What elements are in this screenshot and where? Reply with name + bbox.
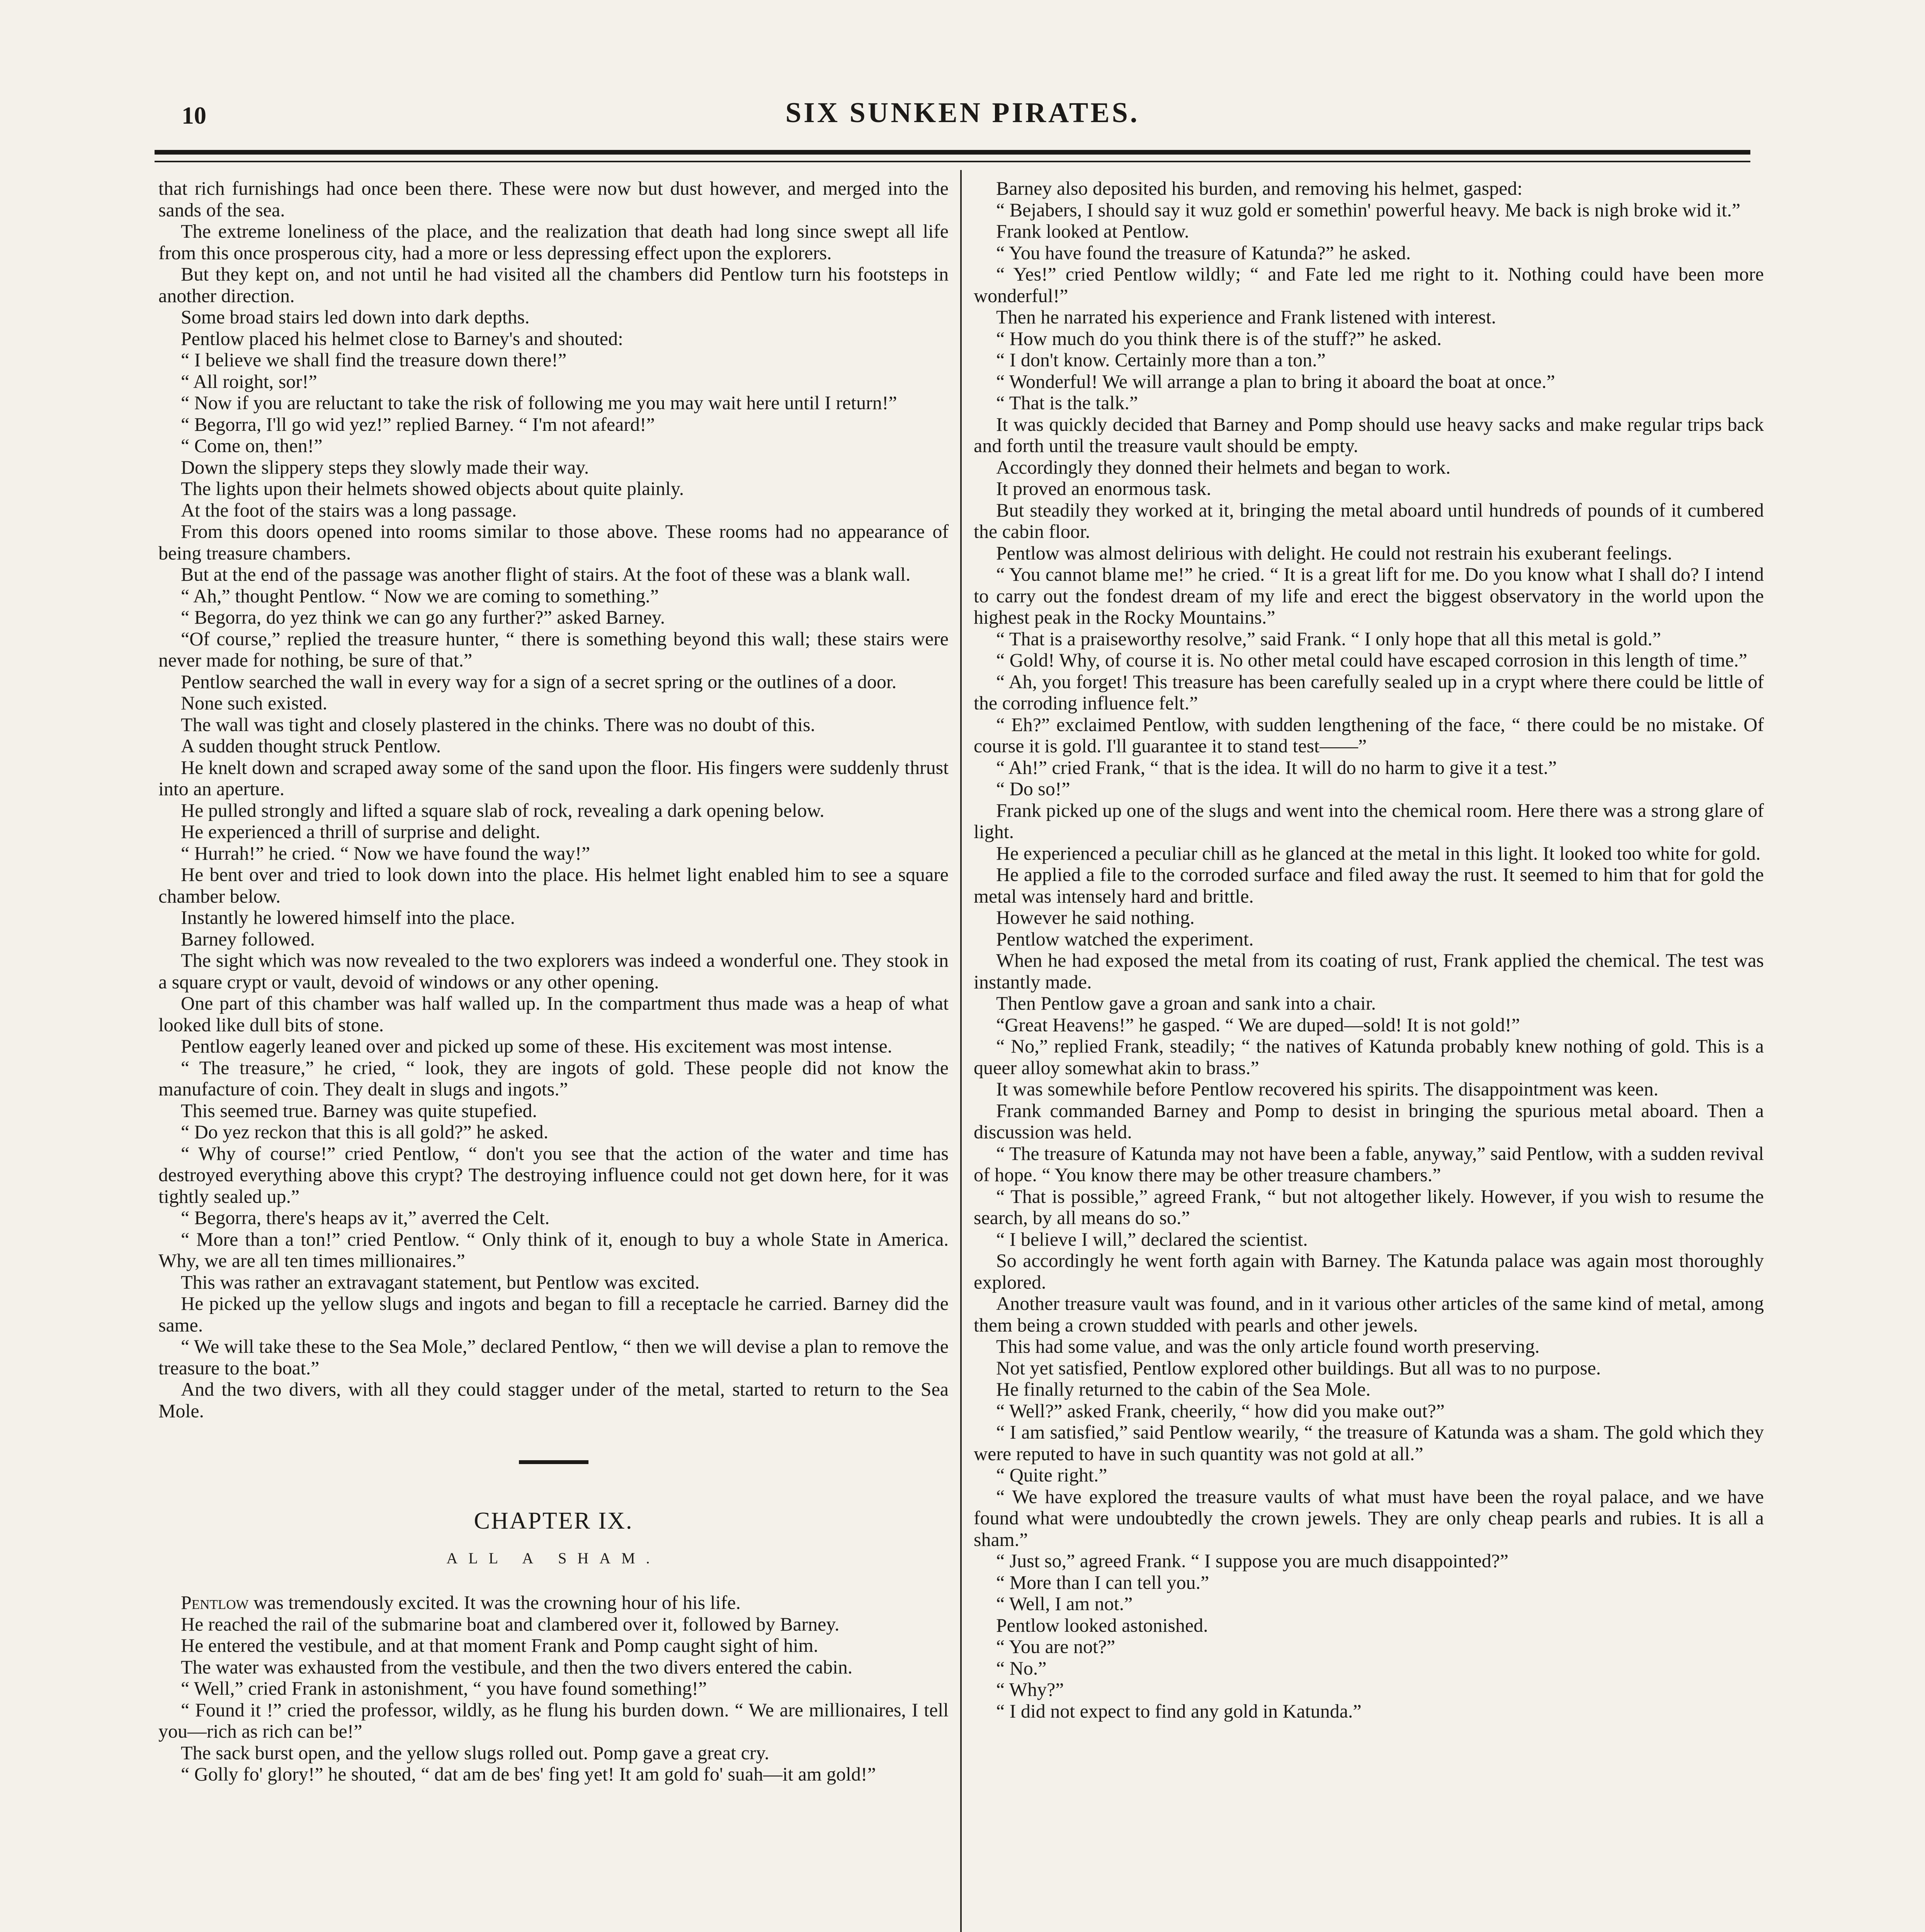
left-column <box>158 178 949 1785</box>
paragraph: None such existed. <box>181 692 328 714</box>
column-divider <box>960 170 962 1932</box>
paragraph: “ Just so,” agreed Frank. “ I suppose you are much disappointed?” <box>996 1550 1509 1571</box>
paragraph: From this doors opened into rooms similar to those above. These rooms had no appearance of being treasure chambers. <box>158 520 949 564</box>
running-title: SIX SUNKEN PIRATES. <box>785 97 1140 129</box>
paragraph: “ That is a praiseworthy resolve,” said Frank. “ I only hope that all this metal is gold.” <box>996 628 1661 650</box>
header-rule-thin <box>155 161 1750 162</box>
paragraph: “ You cannot blame me!” he cried. “ It is a great lift for me. Do you know what I shall do? I intend to carry out the fondest dream of my life and erect the biggest observatory in the world upon the highest peak in the Rocky Mountains.” <box>974 563 1764 628</box>
paragraph: This was rather an extravagant statement, but Pentlow was excited. <box>181 1271 700 1293</box>
paragraph: Frank looked at Pentlow. <box>996 220 1189 242</box>
page-number: 10 <box>182 102 206 129</box>
paragraph: He reached the rail of the submarine boat and clambered over it, followed by Barney. <box>181 1613 840 1635</box>
chapter-opening-paragraph <box>158 1592 949 1614</box>
paragraph: He applied a file to the corroded surface and filed away the rust. It seemed to him that for gold the metal was intensely hard and brittle. <box>974 864 1764 907</box>
paragraph: “ Bejabers, I should say it wuz gold er somethin' powerful heavy. Me back is nigh broke wid it.” <box>996 199 1741 221</box>
paragraph: “ Well?” asked Frank, cheerily, “ how did you make out?” <box>996 1400 1445 1422</box>
paragraph: Pentlow watched the experiment. <box>996 928 1254 950</box>
paragraph: The sight which was now revealed to the two explorers was indeed a wonderful one. They stook in a square crypt or vault, devoid of windows or any other opening. <box>158 949 949 993</box>
paragraph: Then he narrated his experience and Frank listened with interest. <box>996 306 1496 328</box>
paragraph: He experienced a thrill of surprise and delight. <box>181 821 541 842</box>
paragraph: Another treasure vault was found, and in it various other articles of the same kind of metal, among them being a crown studded with pearls and other jewels. <box>974 1293 1764 1336</box>
paragraph: Then Pentlow gave a groan and sank into a chair. <box>996 992 1376 1014</box>
paragraph: “ Ah,” thought Pentlow. “ Now we are coming to something.” <box>181 585 659 607</box>
paragraph: He picked up the yellow slugs and ingots and began to fill a receptacle he carried. Barney did the same. <box>158 1293 949 1336</box>
paragraph: This had some value, and was the only article found worth preserving. <box>996 1335 1540 1357</box>
paragraph: It proved an enormous task. <box>996 478 1211 499</box>
paragraph: “ I believe I will,” declared the scientist. <box>996 1228 1308 1250</box>
paragraph: “ Found it !” cried the professor, wildly, as he flung his burden down. “ We are millionaires, I tell you—rich as rich can be!” <box>158 1699 949 1742</box>
paragraph: “ Well,” cried Frank in astonishment, “ you have found something!” <box>181 1677 707 1699</box>
paragraph: Barney also deposited his burden, and removing his helmet, gasped: <box>996 177 1523 199</box>
paragraph: Pentlow was almost delirious with delight. He could not restrain his exuberant feelings. <box>996 542 1672 564</box>
paragraph: “ Eh?” exclaimed Pentlow, with sudden lengthening of the face, “ there could be no mistake. Of course it is gold. I'll guarantee it to stand test——” <box>974 713 1764 757</box>
paragraph: “ We will take these to the Sea Mole,” declared Pentlow, “ then we will devise a plan to remove the treasure to the boat.” <box>158 1335 949 1379</box>
paragraph: “ Now if you are reluctant to take the risk of following me you may wait here until I return!” <box>181 392 897 413</box>
chapter-subtitle: ALL A SHAM. <box>446 1549 661 1567</box>
paragraph: So accordingly he went forth again with Barney. The Katunda palace was again most thoroughly explored. <box>974 1250 1764 1293</box>
chapter-opening-text: was tremendously excited. It was the crowning hour of his life. <box>248 1592 741 1613</box>
paragraph: “ Ah, you forget! This treasure has been carefully sealed up in a crypt where there could be little of the corroding influence felt.” <box>974 670 1764 714</box>
paragraph: “ Gold! Why, of course it is. No other metal could have escaped corrosion in this length of time.” <box>996 649 1747 671</box>
paragraph: This seemed true. Barney was quite stupefied. <box>181 1099 537 1121</box>
paragraph: And the two divers, with all they could stagger under of the metal, started to return to the Sea Mole. <box>158 1378 949 1422</box>
paragraph: Down the slippery steps they slowly made their way. <box>181 456 589 478</box>
paragraph: Pentlow eagerly leaned over and picked up some of these. His excitement was most intense. <box>181 1035 893 1057</box>
paragraph: “ That is possible,” agreed Frank, “ but not altogether likely. However, if you wish to resume the search, by all means do so.” <box>974 1185 1764 1228</box>
paragraph: But they kept on, and not until he had visited all the chambers did Pentlow turn his footsteps in another direction. <box>158 263 949 306</box>
paragraph: “ I did not expect to find any gold in Katunda.” <box>996 1700 1362 1722</box>
paragraph: “ You have found the treasure of Katunda?” he asked. <box>996 242 1411 264</box>
paragraph: “ I am satisfied,” said Pentlow wearily, “ the treasure of Katunda was a sham. The gold which they were reputed to have in such quantity was not gold at all.” <box>974 1421 1764 1464</box>
paragraph: Pentlow looked astonished. <box>996 1614 1208 1636</box>
paragraph: The water was exhausted from the vestibule, and then the two divers entered the cabin. <box>181 1656 853 1678</box>
paragraph: “ Do yez reckon that this is all gold?” he asked. <box>181 1121 549 1143</box>
paragraph: It was quickly decided that Barney and Pomp should use heavy sacks and make regular trips back and forth until the treasure vault should be empty. <box>974 413 1764 456</box>
paragraph: The extreme loneliness of the place, and the realization that death had long since swept all life from this once prosperous city, had a more or less depressing effect upon the explorers. <box>158 220 949 264</box>
paragraph: “ Why of course!” cried Pentlow, “ don't you see that the action of the water and time has destroyed everything above this crypt? The destroying influence could not get down here, for it was tightly sealed up.” <box>158 1142 949 1207</box>
paragraph: “ Ah!” cried Frank, “ that is the idea. It will do no harm to give it a test.” <box>996 756 1557 778</box>
paragraph: “ The treasure of Katunda may not have been a fable, anyway,” said Pentlow, with a sudden revival of hope. “ You know there may be other treasure chambers.” <box>974 1142 1764 1185</box>
paragraph: Frank picked up one of the slugs and went into the chemical room. Here there was a strong glare of light. <box>974 799 1764 842</box>
chapter-divider <box>519 1460 588 1464</box>
paragraph: He experienced a peculiar chill as he glanced at the metal in this light. It looked too white for gold. <box>996 842 1761 864</box>
right-column <box>974 178 1764 1722</box>
paragraph: Pentlow searched the wall in every way for a sign of a secret spring or the outlines of a door. <box>181 670 897 692</box>
paragraph: “ More than a ton!” cried Pentlow. “ Only think of it, enough to buy a whole State in America. Why, we are all ten times millionaires.” <box>158 1228 949 1271</box>
paragraph: “ I believe we shall find the treasure down there!” <box>181 349 567 371</box>
paragraph: “ I don't know. Certainly more than a ton.” <box>996 349 1326 371</box>
paragraph: He finally returned to the cabin of the Sea Mole. <box>996 1378 1371 1400</box>
paragraph: “ No.” <box>996 1657 1047 1679</box>
paragraph: The sack burst open, and the yellow slugs rolled out. Pomp gave a great cry. <box>181 1742 769 1764</box>
paragraph: “ Begorra, I'll go wid yez!” replied Barney. “ I'm not afeard!” <box>181 413 655 435</box>
paragraph: “ Yes!” cried Pentlow wildly; “ and Fate led me right to it. Nothing could have been more wonderful!” <box>974 263 1764 306</box>
paragraph: “ That is the talk.” <box>996 392 1138 413</box>
paragraph: “ We have explored the treasure vaults of what must have been the royal palace, and we have found what were undoubtedly the crown jewels. They are only cheap pearls and rubies. It is all a sham.” <box>974 1485 1764 1550</box>
paragraph: “ Begorra, do yez think we can go any further?” asked Barney. <box>181 606 665 628</box>
paragraph: He pulled strongly and lifted a square slab of rock, revealing a dark opening below. <box>181 799 825 821</box>
paragraph: A sudden thought struck Pentlow. <box>181 735 441 757</box>
paragraph: However he said nothing. <box>996 906 1195 928</box>
chapter-opening-word: Pentlow <box>181 1592 249 1613</box>
paragraph: “ Come on, then!” <box>181 435 323 456</box>
paragraph: Pentlow placed his helmet close to Barney's and shouted: <box>181 327 623 349</box>
paragraph: The wall was tight and closely plastered in the chinks. There was no doubt of this. <box>181 713 815 735</box>
paragraph: “ Hurrah!” he cried. “ Now we have found the way!” <box>181 842 590 864</box>
paragraph: “ Well, I am not.” <box>996 1593 1133 1614</box>
paragraph: He entered the vestibule, and at that moment Frank and Pomp caught sight of him. <box>181 1634 818 1656</box>
paragraph: “ All roight, sor!” <box>181 370 317 392</box>
paragraph: He knelt down and scraped away some of the sand upon the floor. His fingers were suddenly thrust into an aperture. <box>158 756 949 799</box>
paragraph: “ More than I can tell you.” <box>996 1571 1209 1593</box>
paragraph: It was somewhile before Pentlow recovered his spirits. The disappointment was keen. <box>996 1078 1658 1100</box>
paragraph: “Great Heavens!” he gasped. “ We are duped—sold! It is not gold!” <box>996 1014 1520 1036</box>
paragraph: “Of course,” replied the treasure hunter, “ there is something beyond this wall; these stairs were never made for nothing, be sure of that.” <box>158 628 949 671</box>
header-rule <box>155 150 1750 155</box>
paragraph: But steadily they worked at it, bringing the metal aboard until hundreds of pounds of it cumbered the cabin floor. <box>974 499 1764 542</box>
paragraph: “ Wonderful! We will arrange a plan to bring it aboard the boat at once.” <box>996 370 1555 392</box>
paragraph: “ Why?” <box>996 1679 1064 1700</box>
paragraph: “ Begorra, there's heaps av it,” averred the Celt. <box>181 1207 550 1228</box>
paragraph: Not yet satisfied, Pentlow explored other buildings. But all was to no purpose. <box>996 1357 1601 1379</box>
paragraph: “ The treasure,” he cried, “ look, they are ingots of gold. These people did not know the manufacture of coin. They dealt in slugs and ingots.” <box>158 1056 949 1100</box>
paragraph: Instantly he lowered himself into the place. <box>181 906 515 928</box>
paragraph: At the foot of the stairs was a long passage. <box>181 499 517 521</box>
paragraph: “ Quite right.” <box>996 1464 1107 1486</box>
paragraph: But at the end of the passage was another flight of stairs. At the foot of these was a blank wall. <box>181 563 911 585</box>
paragraph: Barney followed. <box>181 928 315 950</box>
paragraph: “ You are not?” <box>996 1636 1116 1657</box>
paragraph: that rich furnishings had once been there. These were now but dust however, and merged into the sands of the sea. <box>158 177 949 221</box>
paragraph: One part of this chamber was half walled up. In the compartment thus made was a heap of what looked like dull bits of stone. <box>158 992 949 1036</box>
paragraph: Accordingly they donned their helmets and began to work. <box>996 456 1451 478</box>
paragraph: When he had exposed the metal from its coating of rust, Frank applied the chemical. The test was instantly made. <box>974 949 1764 993</box>
paragraph: Frank commanded Barney and Pomp to desist in bringing the spurious metal aboard. Then a discussion was held. <box>974 1099 1764 1143</box>
paragraph: “ Golly fo' glory!” he shouted, “ dat am de bes' fing yet! It am gold fo' suah—it am gold!” <box>181 1763 876 1785</box>
paragraph: “ No,” replied Frank, steadily; “ the natives of Katunda probably knew nothing of gold. This is a queer alloy somewhat akin to brass.” <box>974 1035 1764 1078</box>
paragraph: The lights upon their helmets showed objects about quite plainly. <box>181 478 684 499</box>
paragraph: “ Do so!” <box>996 778 1070 799</box>
paragraph: Some broad stairs led down into dark depths. <box>181 306 530 328</box>
paragraph: “ How much do you think there is of the stuff?” he asked. <box>996 327 1442 349</box>
chapter-title: CHAPTER IX. <box>474 1508 633 1534</box>
paragraph: He bent over and tried to look down into the place. His helmet light enabled him to see a square chamber below. <box>158 864 949 907</box>
